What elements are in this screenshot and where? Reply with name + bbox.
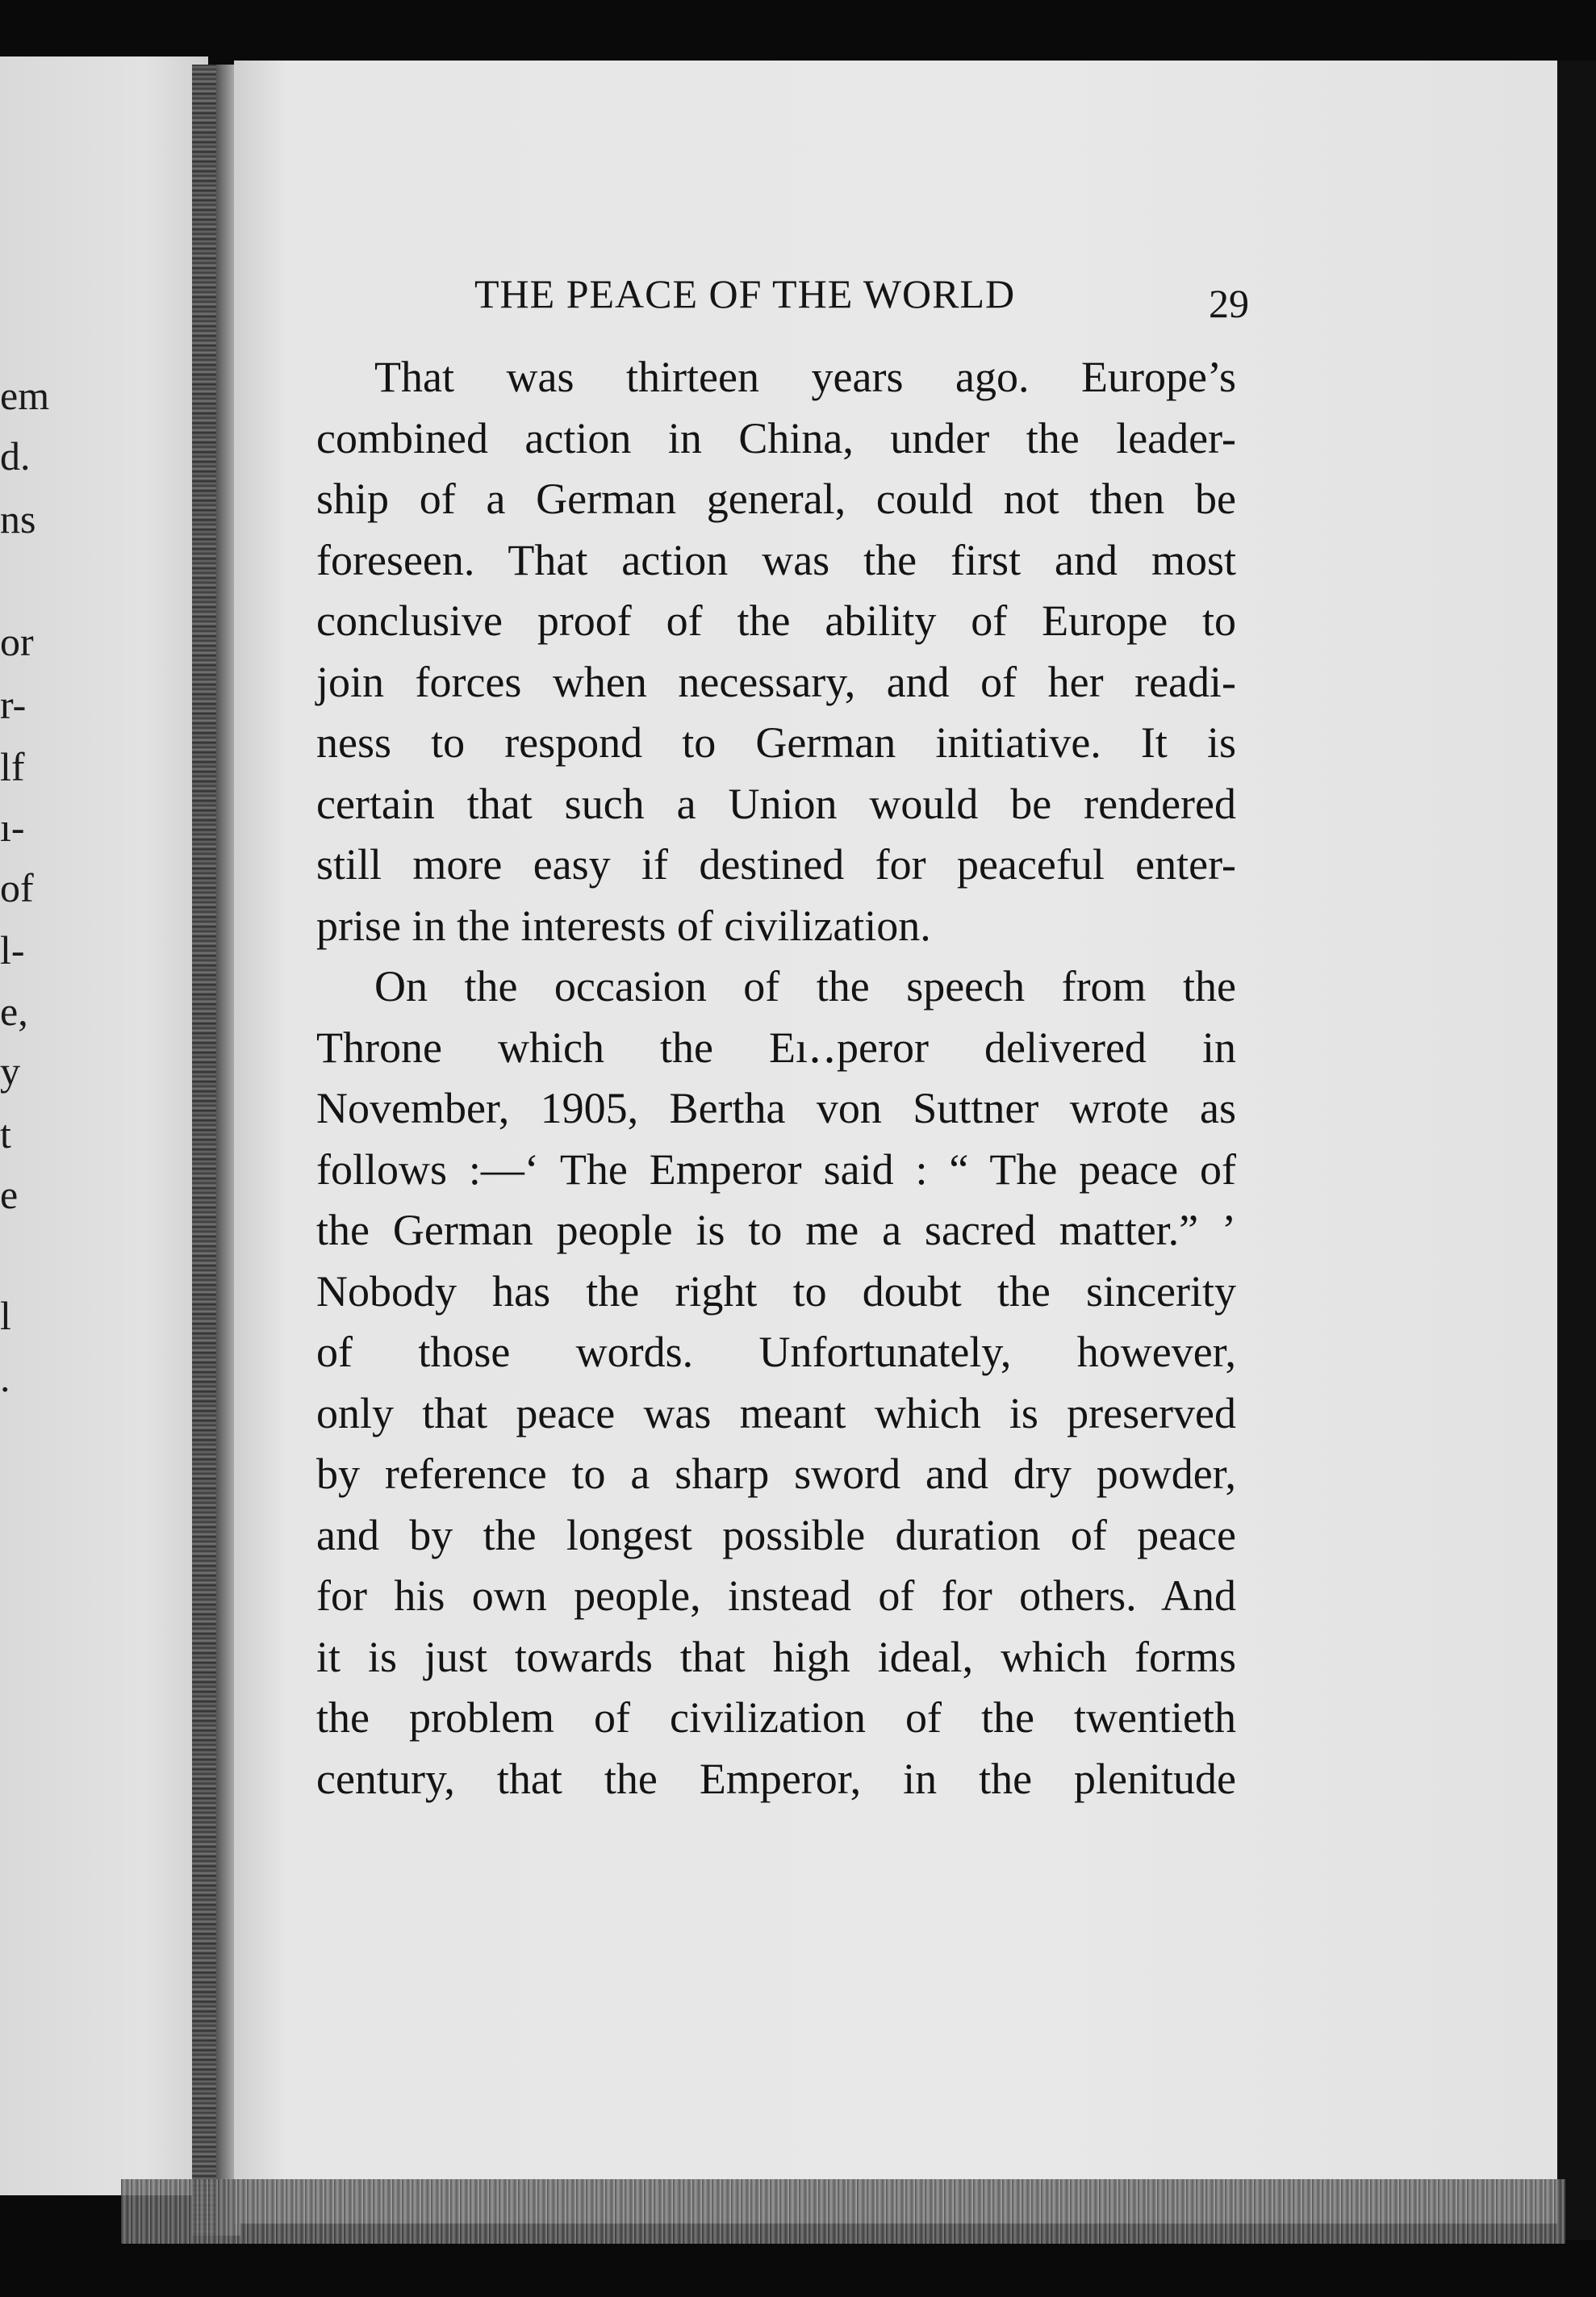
text-line: Throne which the Eı‥peror delivered in (316, 1023, 1236, 1072)
text-line: it is just towards that high ideal, which forms (316, 1632, 1236, 1681)
text-line: the problem of civilization of the twentieth (316, 1693, 1236, 1742)
left-page-text-fragments (0, 56, 208, 2195)
left-fragment: . (0, 1355, 10, 1400)
page-bottom-edge (121, 2179, 1565, 2244)
text-line: still more easy if destined for peaceful enter- (316, 840, 1236, 889)
left-fragment: d. (0, 433, 31, 479)
running-head: THE PEACE OF THE WORLD (474, 271, 1016, 316)
page-number: 29 (1209, 281, 1249, 326)
text-line: ship of a German general, could not then be (316, 475, 1236, 523)
right-page-edge (1557, 61, 1596, 2240)
left-fragment: of (0, 865, 34, 910)
text-line: and by the longest possible duration of peace (316, 1510, 1236, 1559)
left-fragment: t (0, 1111, 11, 1157)
left-fragment: l (0, 1293, 11, 1338)
text-line: by reference to a sharp sword and dry powder, (316, 1450, 1236, 1498)
left-fragment: or (0, 619, 34, 664)
body-text (316, 347, 1236, 1810)
text-line: combined action in China, under the leader- (316, 413, 1236, 462)
text-line: foreseen. That action was the first and most (316, 535, 1236, 584)
text-line: November, 1905, Bertha von Suttner wrote as (316, 1084, 1236, 1132)
text-line: On the occasion of the speech from the (374, 962, 1236, 1010)
text-line: That was thirteen years ago. Europe’s (374, 353, 1236, 401)
text-line: the German people is to me a sacred matter.” ’ (316, 1206, 1236, 1254)
left-fragment: l- (0, 927, 25, 973)
text-line: only that peace was meant which is preserved (316, 1388, 1236, 1437)
text-line: certain that such a Union would be rendered (316, 779, 1236, 828)
left-fragment: e, (0, 989, 28, 1034)
left-fragment: e (0, 1172, 19, 1217)
left-fragment: em (0, 373, 50, 418)
page-header (474, 270, 1249, 327)
text-line: Nobody has the right to doubt the sincerity (316, 1266, 1236, 1316)
left-fragment: y (0, 1048, 20, 1094)
left-fragment: ns (0, 496, 36, 542)
text-line: for his own people, instead of for others. And (316, 1571, 1236, 1620)
text-line: ness to respond to German initiative. It is (316, 718, 1236, 767)
text-line: follows :—‘ The Emperor said : “ The peace of (316, 1144, 1236, 1194)
text-line: of those words. Unfortunately, however, (316, 1328, 1236, 1376)
text-line: join forces when necessary, and of her readi- (316, 657, 1236, 706)
left-fragment: lf (0, 744, 25, 789)
text-line: prise in the interests of civilization. (316, 901, 931, 950)
left-fragment: r- (0, 682, 27, 727)
left-fragment: ı- (0, 805, 25, 850)
text-line: conclusive proof of the ability of Europe to (316, 596, 1236, 645)
text-line: century, that the Emperor, in the plenitude (316, 1754, 1236, 1803)
left-facing-page (0, 56, 208, 2195)
